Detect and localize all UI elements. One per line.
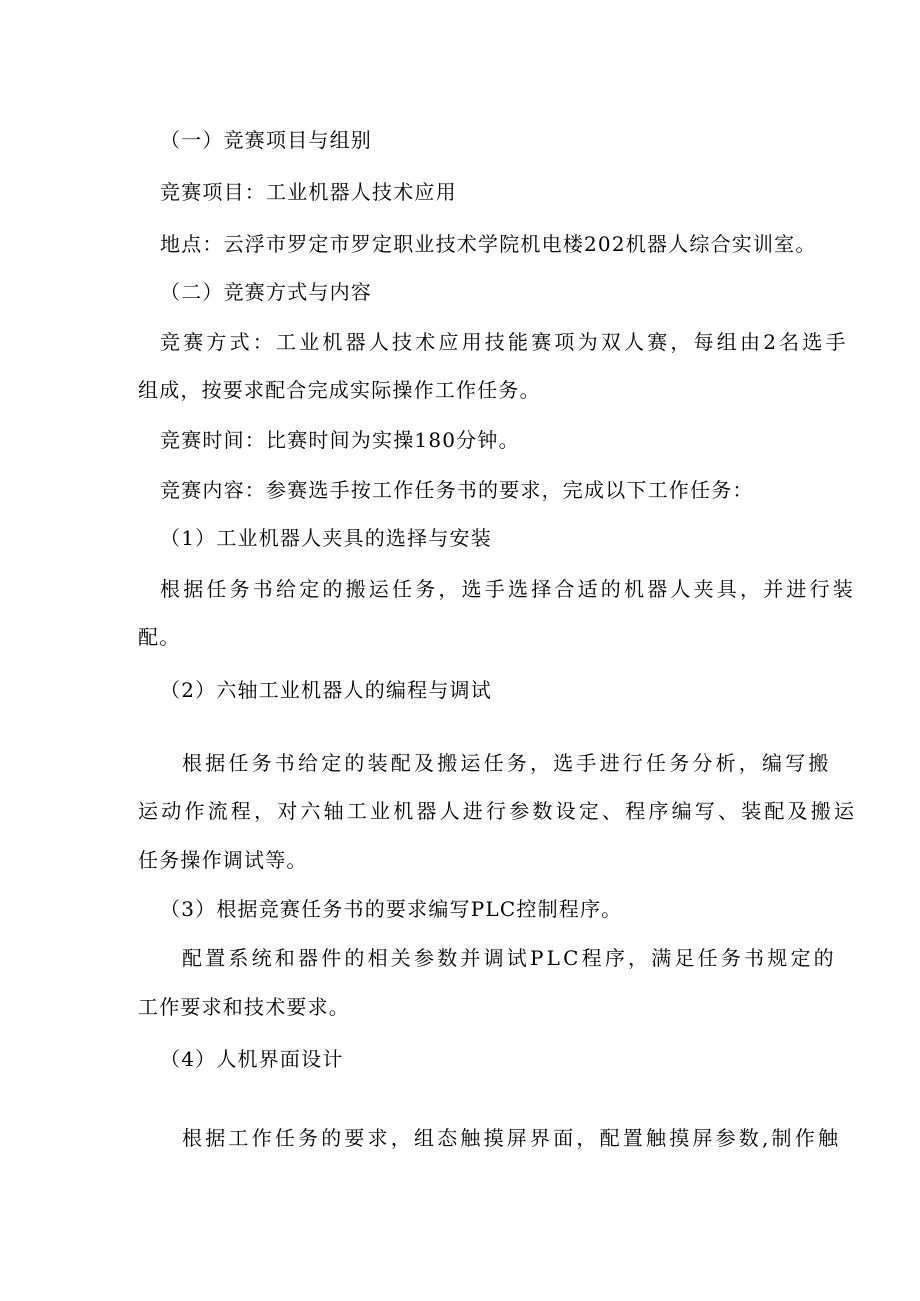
- text-task-2-c: 任务操作调试等。: [138, 848, 308, 872]
- text-task-2-b: 运动作流程，对六轴工业机器人进行参数设定、程序编写、装配及搬运: [138, 799, 858, 823]
- heading-task-3: （3）根据竞赛任务书的要求编写PLC控制程序。: [160, 897, 623, 921]
- text-location: 地点：云浮市罗定市罗定职业技术学院机电楼202机器人综合实训室。: [160, 232, 817, 256]
- text-task-2-a: 根据任务书给定的装配及搬运任务，选手进行任务分析，编写搬: [182, 751, 832, 775]
- text-competition-time: 竞赛时间：比赛时间为实操180分钟。: [160, 428, 520, 452]
- text-competition-content: 竞赛内容：参赛选手按工作任务书的要求，完成以下工作任务：: [160, 478, 754, 502]
- text-task-1-b: 配。: [138, 625, 181, 649]
- text-competition-mode-1: 竞赛方式：工业机器人技术应用技能赛项为双人赛，每组由2名选手: [160, 330, 849, 354]
- heading-competition-items: （一）竞赛项目与组别: [160, 128, 372, 152]
- heading-task-4: （4）人机界面设计: [160, 1047, 344, 1071]
- text-task-3-b: 工作要求和技术要求。: [138, 995, 350, 1019]
- heading-task-1: （1）工业机器人夹具的选择与安装: [160, 526, 492, 550]
- text-task-1-a: 根据任务书给定的搬运任务，选手选择合适的机器人夹具，并进行装: [160, 577, 856, 601]
- heading-competition-format: （二）竞赛方式与内容: [160, 280, 372, 304]
- text-competition-item: 竞赛项目：工业机器人技术应用: [160, 180, 457, 204]
- text-task-3-a: 配置系统和器件的相关参数并调试PLC程序，满足任务书规定的: [182, 946, 837, 970]
- text-task-4-a: 根据工作任务的要求，组态触摸屏界面，配置触摸屏参数,制作触: [182, 1126, 842, 1150]
- heading-task-2: （2）六轴工业机器人的编程与调试: [160, 678, 492, 702]
- text-competition-mode-2: 组成，按要求配合完成实际操作工作任务。: [138, 378, 541, 402]
